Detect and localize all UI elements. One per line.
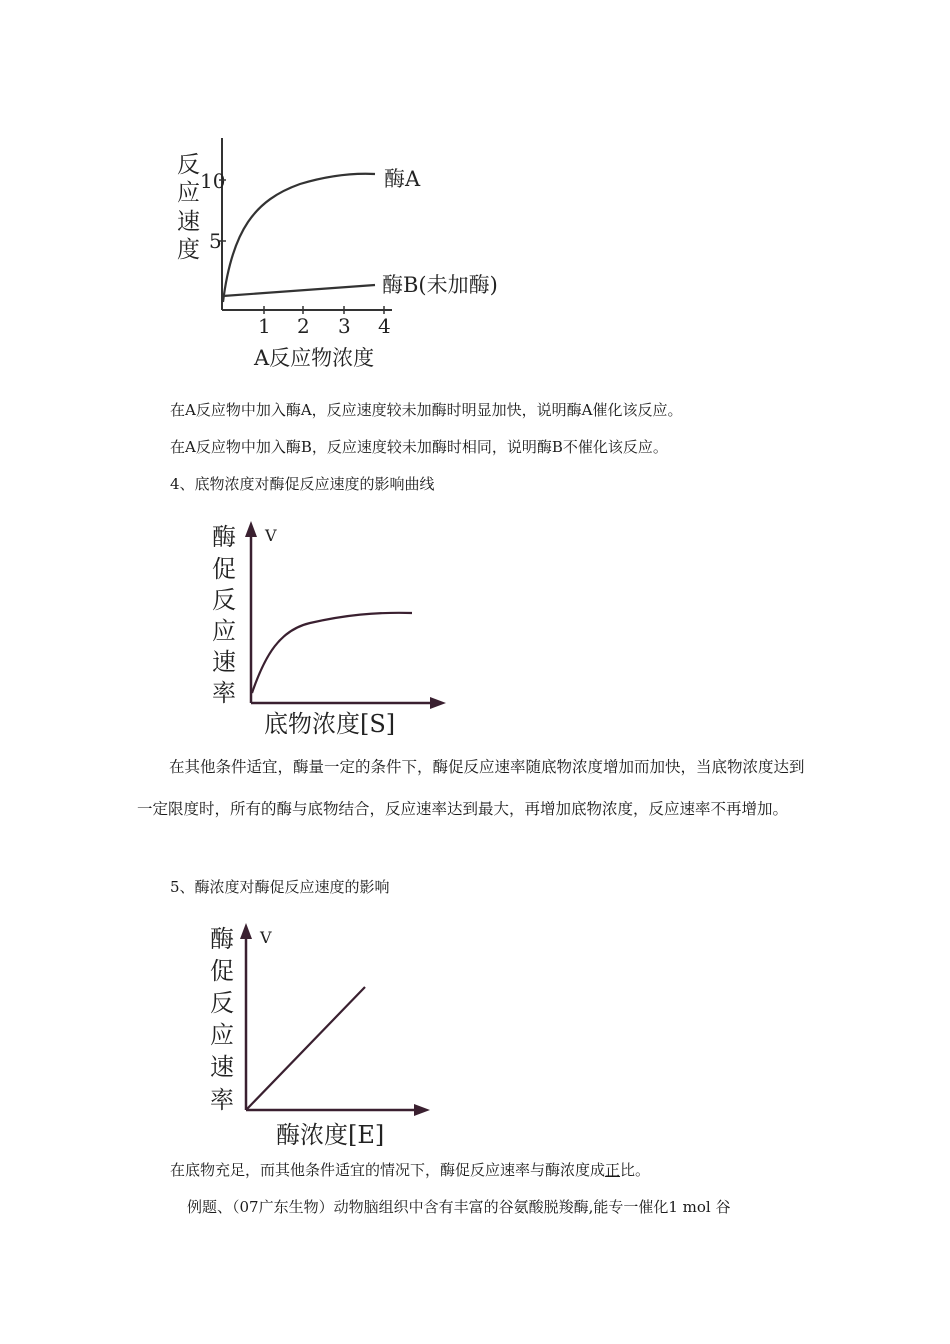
curve-enzyme-a-label: 酶A	[384, 167, 421, 191]
paragraph-example-question: 例题、（07广东生物）动物脑组织中含有丰富的谷氨酸脱羧酶,能专一催化1 mol 谷	[187, 1198, 731, 1216]
curve-substrate	[252, 613, 412, 693]
curve-enzyme-b	[223, 285, 375, 296]
y-label-char: 促	[212, 555, 236, 583]
y-label-char: 酶	[212, 523, 236, 551]
x-axis-arrow	[430, 697, 446, 709]
y-label-char: 速	[212, 648, 236, 676]
y-axis-symbol: V	[260, 928, 272, 947]
figure-enzyme-a-b-chart	[160, 120, 530, 385]
paragraph-substrate-explanation: 在其他条件适宜，酶量一定的条件下，酶促反应速率随底物浓度增加而加快，当底物浓度达到一定限度时，所有的酶与底物结合，反应速率达到最大，再增加底物浓度，反应速率不再增加。	[137, 758, 805, 818]
y-label-char: 应	[177, 180, 200, 206]
figure-2-svg	[170, 515, 480, 750]
x-axis-label: 底物浓度[S]	[264, 710, 396, 738]
paragraph-enzyme-concentration	[170, 1160, 650, 1180]
curve-enzyme-a	[223, 174, 375, 302]
y-axis-label	[177, 152, 200, 263]
figure-enzyme-concentration-chart	[170, 915, 460, 1155]
underlined-answer: 正	[605, 1161, 621, 1179]
y-axis-symbol: V	[265, 526, 277, 545]
y-label-char: 率	[212, 679, 236, 707]
x-tick-label: 4	[378, 314, 391, 338]
y-tick-label: 10	[200, 169, 226, 193]
section-heading-5: 5、酶浓度对酶促反应速度的影响	[170, 878, 390, 896]
line-enzyme-concentration	[247, 987, 365, 1109]
paragraph-text-start: 在底物充足，而其他条件适宜的情况下，酶促反应速率与酶浓度成	[170, 1161, 606, 1179]
y-label-char: 速	[177, 209, 200, 235]
paragraph-enzyme-b: 在A反应物中加入酶B，反应速度较未加酶时相同，说明酶B不催化该反应。	[170, 438, 668, 456]
x-axis-arrow	[414, 1104, 430, 1116]
x-axis-label: 酶浓度[E]	[276, 1121, 385, 1149]
y-label-char: 反	[210, 989, 234, 1017]
y-axis-arrow	[245, 521, 257, 537]
y-axis-arrow	[240, 923, 252, 939]
figure-3-svg	[170, 915, 460, 1155]
y-label-char: 酶	[210, 925, 234, 953]
x-tick-label: 3	[338, 314, 351, 338]
x-tick-label: 2	[297, 314, 310, 338]
section-heading-4: 4、底物浓度对酶促反应速度的影响曲线	[170, 475, 435, 493]
y-label-char: 速	[210, 1053, 234, 1081]
figure-substrate-concentration-chart	[170, 515, 480, 750]
y-label-char: 应	[212, 617, 236, 645]
y-label-char: 促	[210, 957, 234, 985]
figure-1-svg	[160, 120, 530, 385]
paragraph-text-end: 比。	[620, 1161, 651, 1179]
paragraph-enzyme-a: 在A反应物中加入酶A，反应速度较未加酶时明显加快，说明酶A催化该反应。	[170, 401, 683, 419]
y-axis-label	[210, 925, 234, 1114]
x-tick-label: 1	[258, 314, 271, 338]
y-label-char: 反	[177, 152, 200, 178]
y-label-char: 应	[210, 1021, 234, 1049]
y-label-char: 率	[210, 1086, 234, 1114]
y-tick-label: 5	[209, 229, 222, 253]
y-label-char: 反	[212, 586, 236, 614]
x-axis-label: A反应物浓度	[254, 346, 375, 370]
y-axis-label	[212, 523, 236, 707]
y-label-char: 度	[177, 237, 200, 263]
curve-enzyme-b-label: 酶B(未加酶)	[382, 273, 498, 297]
